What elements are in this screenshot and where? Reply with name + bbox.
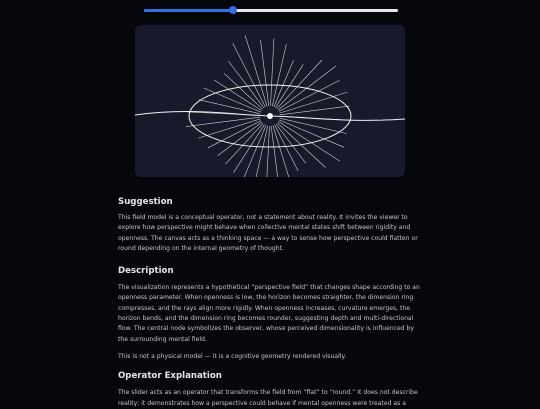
ray bbox=[233, 43, 266, 107]
suggestion-heading: Suggestion bbox=[118, 197, 173, 207]
perspective-field-svg bbox=[135, 25, 405, 177]
ray bbox=[266, 126, 270, 177]
ray bbox=[280, 106, 349, 115]
description-note: This is not a physical model — it is a cognitive geometry rendered visually. bbox=[118, 352, 347, 360]
ray bbox=[280, 92, 348, 113]
ray bbox=[280, 118, 347, 133]
suggestion-paragraph: This field model is a conceptual operator, not a statement about reality. It invites the viewer to explore how perspective might behave when collective mental states shift between rigidity and openness. The canvas acts as a thinking space — a way to sense how perspective could flatten or round depending on the internal geometry of thought. bbox=[118, 214, 418, 252]
description-paragraph: The visualization represents a hypothetical “perspective field” that changes shape according to an openness parameter. When openness is low, the horizon becomes straighter, the dimension ring compresses, and the rays align more rigidly. When openness increases, curvature emerges, the horizon bends, and the dimension ring becomes rounder, suggesting depth and multi-directional flow. The central node symbolizes the observer, whose perceived dimensionality is influenced by the surrounding mental field. bbox=[118, 284, 420, 343]
operator-paragraph: The slider acts as an operator that transforms the field from “flat” to “round.” It does not describe reality; it demonstrates how a perspective could behave if mental openness were treated as a bbox=[118, 389, 418, 407]
ray bbox=[186, 117, 260, 126]
ray bbox=[271, 39, 274, 107]
ray bbox=[261, 40, 269, 106]
operator-heading: Operator Explanation bbox=[118, 371, 222, 382]
slider-thumb[interactable] bbox=[229, 6, 237, 14]
slider-fill bbox=[144, 9, 233, 12]
ray bbox=[224, 73, 263, 109]
ray bbox=[272, 44, 286, 106]
ray bbox=[274, 60, 294, 107]
rays bbox=[186, 35, 350, 177]
perspective-field-canvas bbox=[135, 25, 405, 177]
openness-slider[interactable] bbox=[144, 8, 398, 14]
observer-node bbox=[267, 113, 273, 119]
description-heading: Description bbox=[118, 266, 174, 277]
ray bbox=[279, 80, 340, 111]
text-content bbox=[118, 197, 424, 409]
